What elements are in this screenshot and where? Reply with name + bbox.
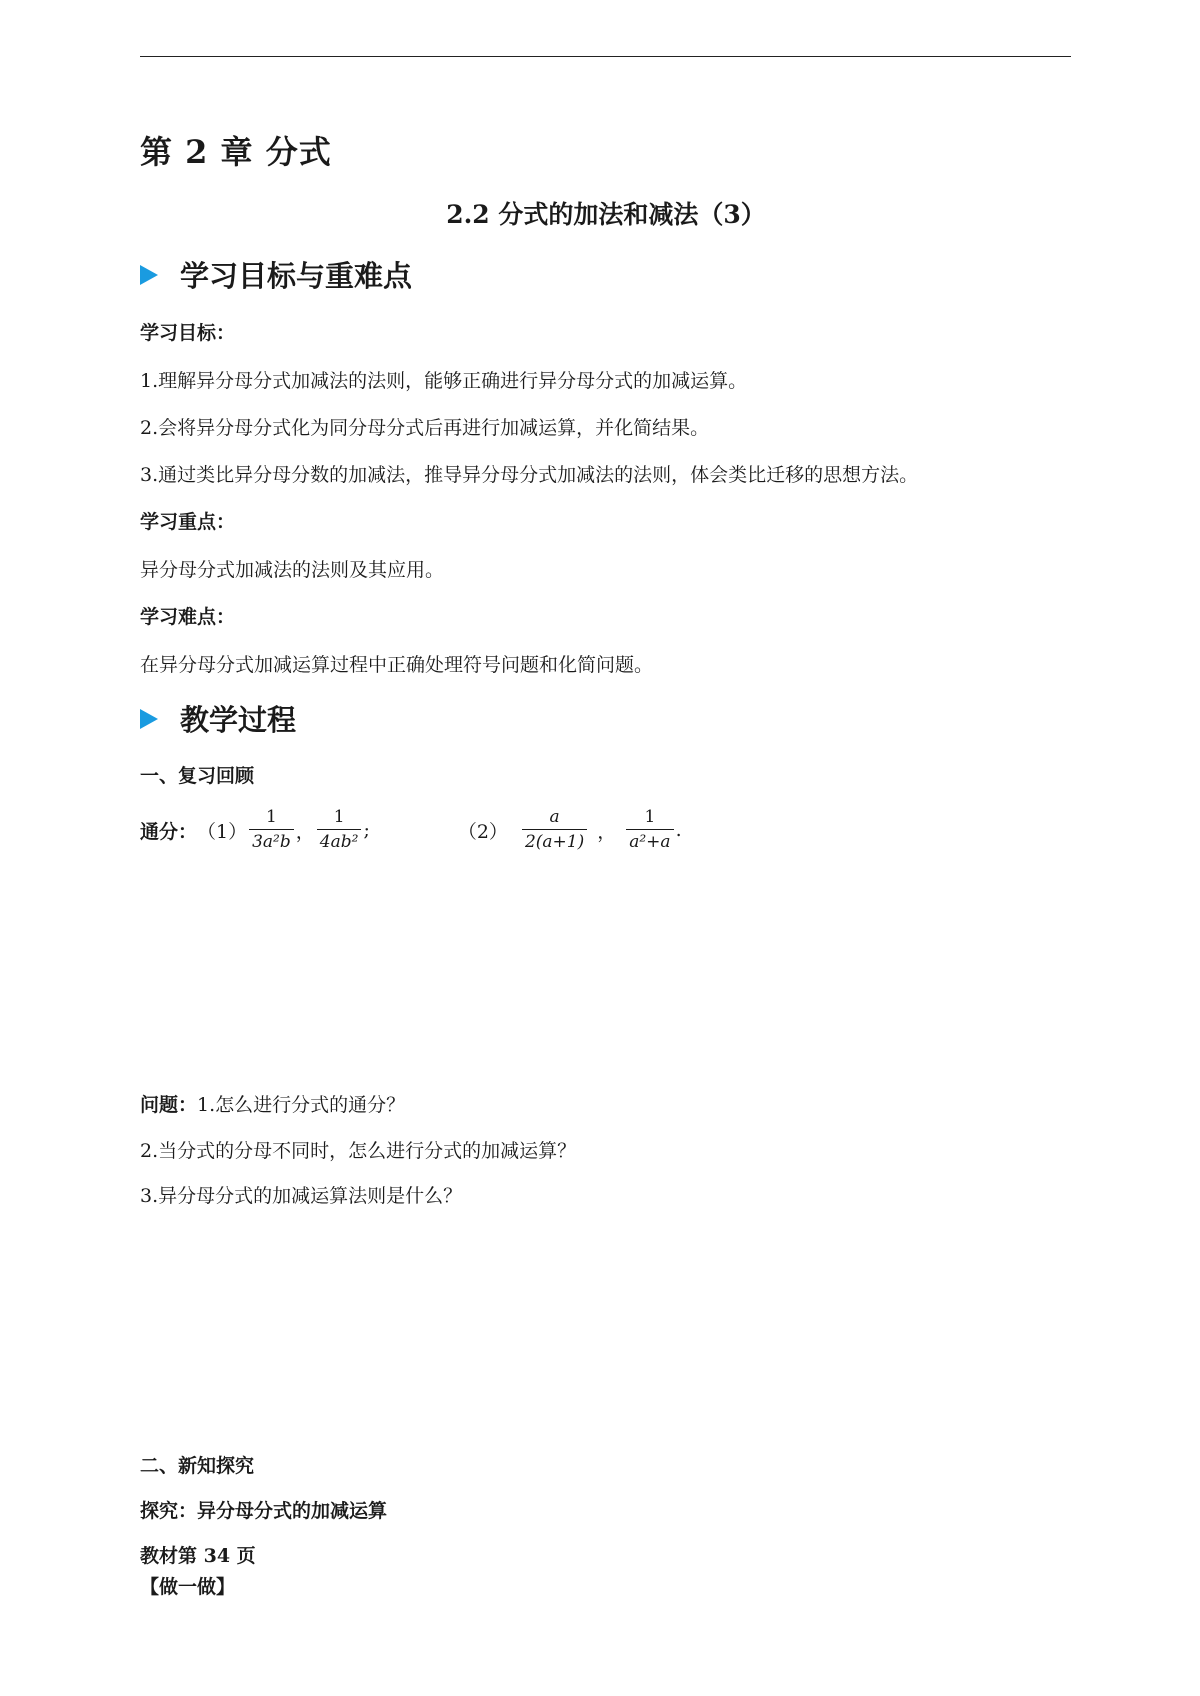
chapter-title: 第 2 章 分式 xyxy=(140,133,332,171)
fraction-denominator: 3a²b xyxy=(249,829,294,852)
terminator: . xyxy=(675,819,682,841)
question-item: 3.异分母分式的加减运算法则是什么？ xyxy=(140,1185,463,1207)
explore-heading: 二、新知探究 xyxy=(140,1455,255,1477)
exercise-label: 通分： xyxy=(140,820,198,843)
goal-item: 1.理解异分母分式加减法的法则，能够正确进行异分母分式的加减运算。 xyxy=(140,370,748,392)
goals-label: 学习目标： xyxy=(140,322,236,344)
fraction-numerator: 1 xyxy=(333,807,345,828)
question-item: 2.当分式的分母不同时，怎么进行分式的加减运算？ xyxy=(140,1140,577,1162)
review-heading: 一、复习回顾 xyxy=(140,765,255,787)
triangle-bullet-icon xyxy=(140,709,158,729)
fraction-3 xyxy=(522,808,587,851)
fraction-denominator: 4ab² xyxy=(317,829,362,852)
questions-label: 问题： xyxy=(140,1094,198,1116)
fraction-4 xyxy=(626,808,673,851)
triangle-bullet-icon xyxy=(140,265,158,285)
question-text: 1.怎么进行分式的通分？ xyxy=(197,1094,406,1116)
lesson-title: 2.2 分式的加法和减法（3） xyxy=(446,200,766,229)
difficulty-label: 学习难点： xyxy=(140,606,236,628)
section-heading-label: 学习目标与重难点 xyxy=(180,259,413,293)
separator: ， xyxy=(295,820,315,843)
goal-item: 2.会将异分母分式化为同分母分式后再进行加减运算，并化简结果。 xyxy=(140,417,710,439)
goal-item: 3.通过类比异分母分数的加减法，推导异分母分式加减法的法则，体会类比迁移的思想方法。 xyxy=(140,464,919,486)
tongfen-exercise xyxy=(140,800,682,860)
terminator: ; xyxy=(363,819,370,841)
question-item xyxy=(140,1090,405,1117)
key-point-text: 异分母分式加减法的法则及其应用。 xyxy=(140,559,445,581)
fraction-numerator: 1 xyxy=(266,807,277,828)
fraction-numerator: a xyxy=(549,807,560,828)
textbook-reference: 教材第 34 页 xyxy=(140,1545,256,1567)
key-point-label: 学习重点： xyxy=(140,511,236,533)
exercise-part-2: （2） xyxy=(457,820,508,843)
section-heading-process xyxy=(140,698,296,739)
section-heading-goals xyxy=(140,254,412,295)
fraction-denominator: 2(a+1) xyxy=(522,829,587,852)
fraction-2 xyxy=(317,808,362,851)
explore-topic: 探究：异分母分式的加减运算 xyxy=(140,1500,388,1522)
do-it-heading: 【做一做】 xyxy=(140,1576,236,1598)
exercise-part-1: （1） xyxy=(197,820,248,843)
difficulty-text: 在异分母分式加减运算过程中正确处理符号问题和化简问题。 xyxy=(140,654,654,676)
fraction-numerator: 1 xyxy=(644,807,656,828)
separator: ， xyxy=(597,820,617,843)
fraction-denominator: a²+a xyxy=(626,829,673,852)
fraction-1 xyxy=(249,808,294,851)
header-rule xyxy=(140,56,1071,57)
section-heading-label: 教学过程 xyxy=(180,703,297,737)
